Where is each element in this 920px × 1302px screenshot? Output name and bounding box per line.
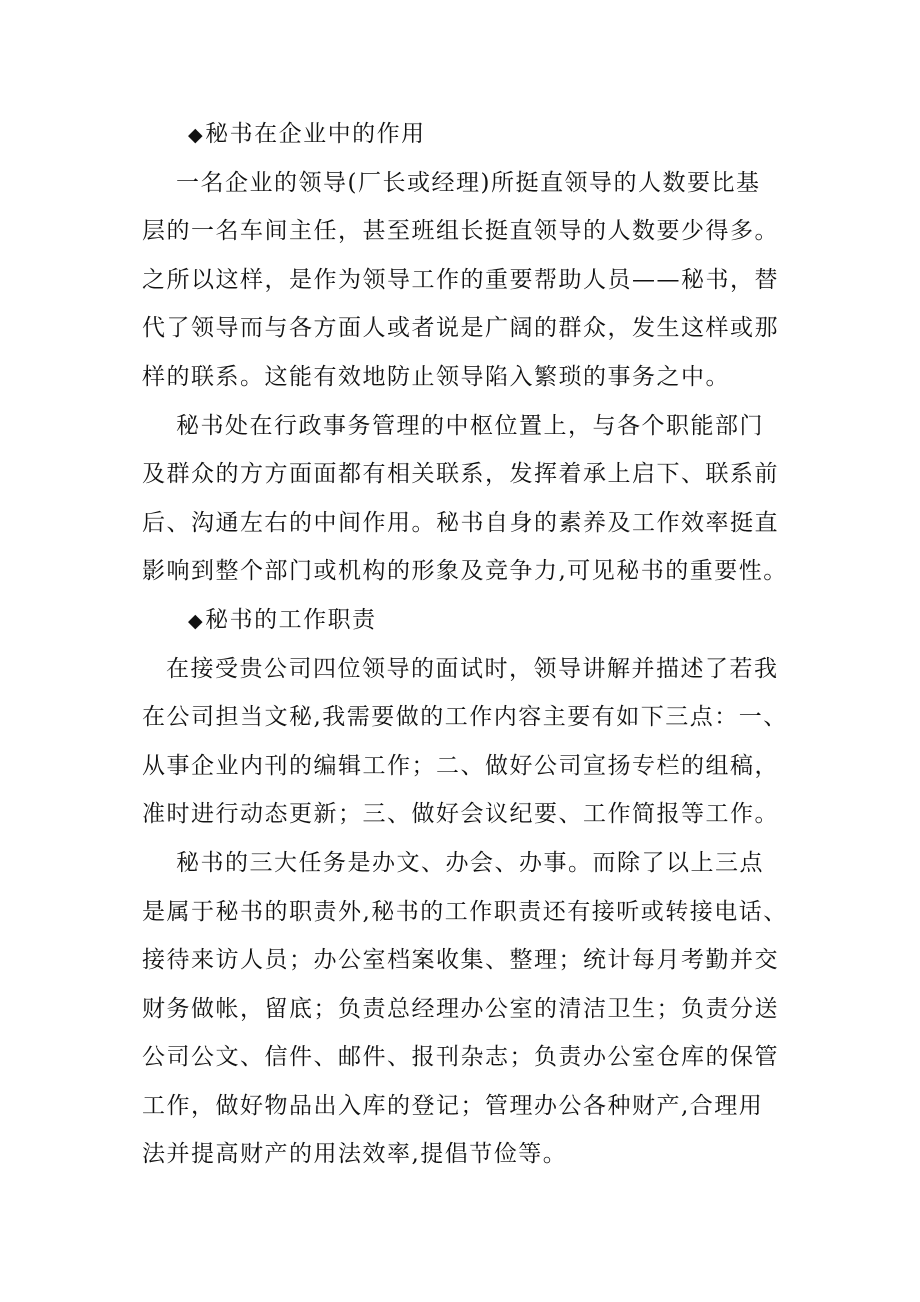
text-line: 接待来访人员；办公室档案收集、整理；统计每月考勤并交 bbox=[142, 947, 779, 974]
text-line: 样的联系。这能有效地防止领导陷入繁琐的事务之中。 bbox=[142, 363, 730, 390]
text-line: 后、沟通左右的中间作用。秘书自身的素养及工作效率挺直 bbox=[142, 509, 779, 536]
section-heading-role bbox=[142, 110, 804, 159]
text-line: 准时进行动态更新；三、做好会议纪要、工作简报等工作。 bbox=[142, 801, 779, 828]
text-line: 是属于秘书的职责外,秘书的工作职责还有接听或转接电话、 bbox=[142, 898, 788, 925]
heading-text: 秘书的工作职责 bbox=[205, 606, 377, 633]
text-line: 在接受贵公司四位领导的面试时，领导讲解并描述了若我 bbox=[166, 655, 779, 682]
paragraph-2 bbox=[142, 402, 804, 596]
text-line: 公司公文、信件、邮件、报刊杂志；负责办公室仓库的保管 bbox=[142, 1044, 779, 1071]
text-line: 秘书处在行政事务管理的中枢位置上，与各个职能部门 bbox=[176, 412, 764, 439]
text-line: 在公司担当文秘,我需要做的工作内容主要有如下三点：一、 bbox=[142, 704, 788, 731]
text-line: 法并提高财产的用法效率,提倡节俭等。 bbox=[142, 1141, 568, 1168]
paragraph-3 bbox=[142, 645, 804, 839]
section-heading-duties bbox=[142, 596, 804, 645]
paragraph-1 bbox=[142, 159, 804, 402]
text-line: 代了领导而与各方面人或者说是广阔的群众，发生这样或那 bbox=[142, 315, 779, 342]
text-line: 之所以这样，是作为领导工作的重要帮助人员——秘书，替 bbox=[142, 266, 779, 293]
text-line: 财务做帐，留底；负责总经理办公室的清洁卫生；负责分送 bbox=[142, 995, 779, 1022]
text-line: 工作，做好物品出入库的登记；管理办公各种财产,合理用 bbox=[142, 1092, 764, 1119]
diamond-bullet-icon: ◆ bbox=[188, 124, 205, 146]
text-line: 及群众的方方面面都有相关联系，发挥着承上启下、联系前 bbox=[142, 461, 779, 488]
paragraph-4 bbox=[142, 839, 804, 1179]
document-body bbox=[142, 110, 804, 1179]
text-line: 层的一名车间主任，甚至班组长挺直领导的人数要少得多。 bbox=[142, 218, 779, 245]
text-line: 影响到整个部门或机构的形象及竞争力,可见秘书的重要性。 bbox=[142, 558, 788, 585]
text-line: 秘书的三大任务是办文、办会、办事。而除了以上三点 bbox=[176, 849, 764, 876]
heading-text: 秘书在企业中的作用 bbox=[205, 121, 426, 147]
text-line: 从事企业内刊的编辑工作；二、做好公司宣扬专栏的组稿， bbox=[142, 752, 779, 779]
diamond-bullet-icon: ◆ bbox=[188, 609, 205, 632]
text-line: 一名企业的领导(厂长或经理)所挺直领导的人数要比基 bbox=[176, 169, 761, 196]
